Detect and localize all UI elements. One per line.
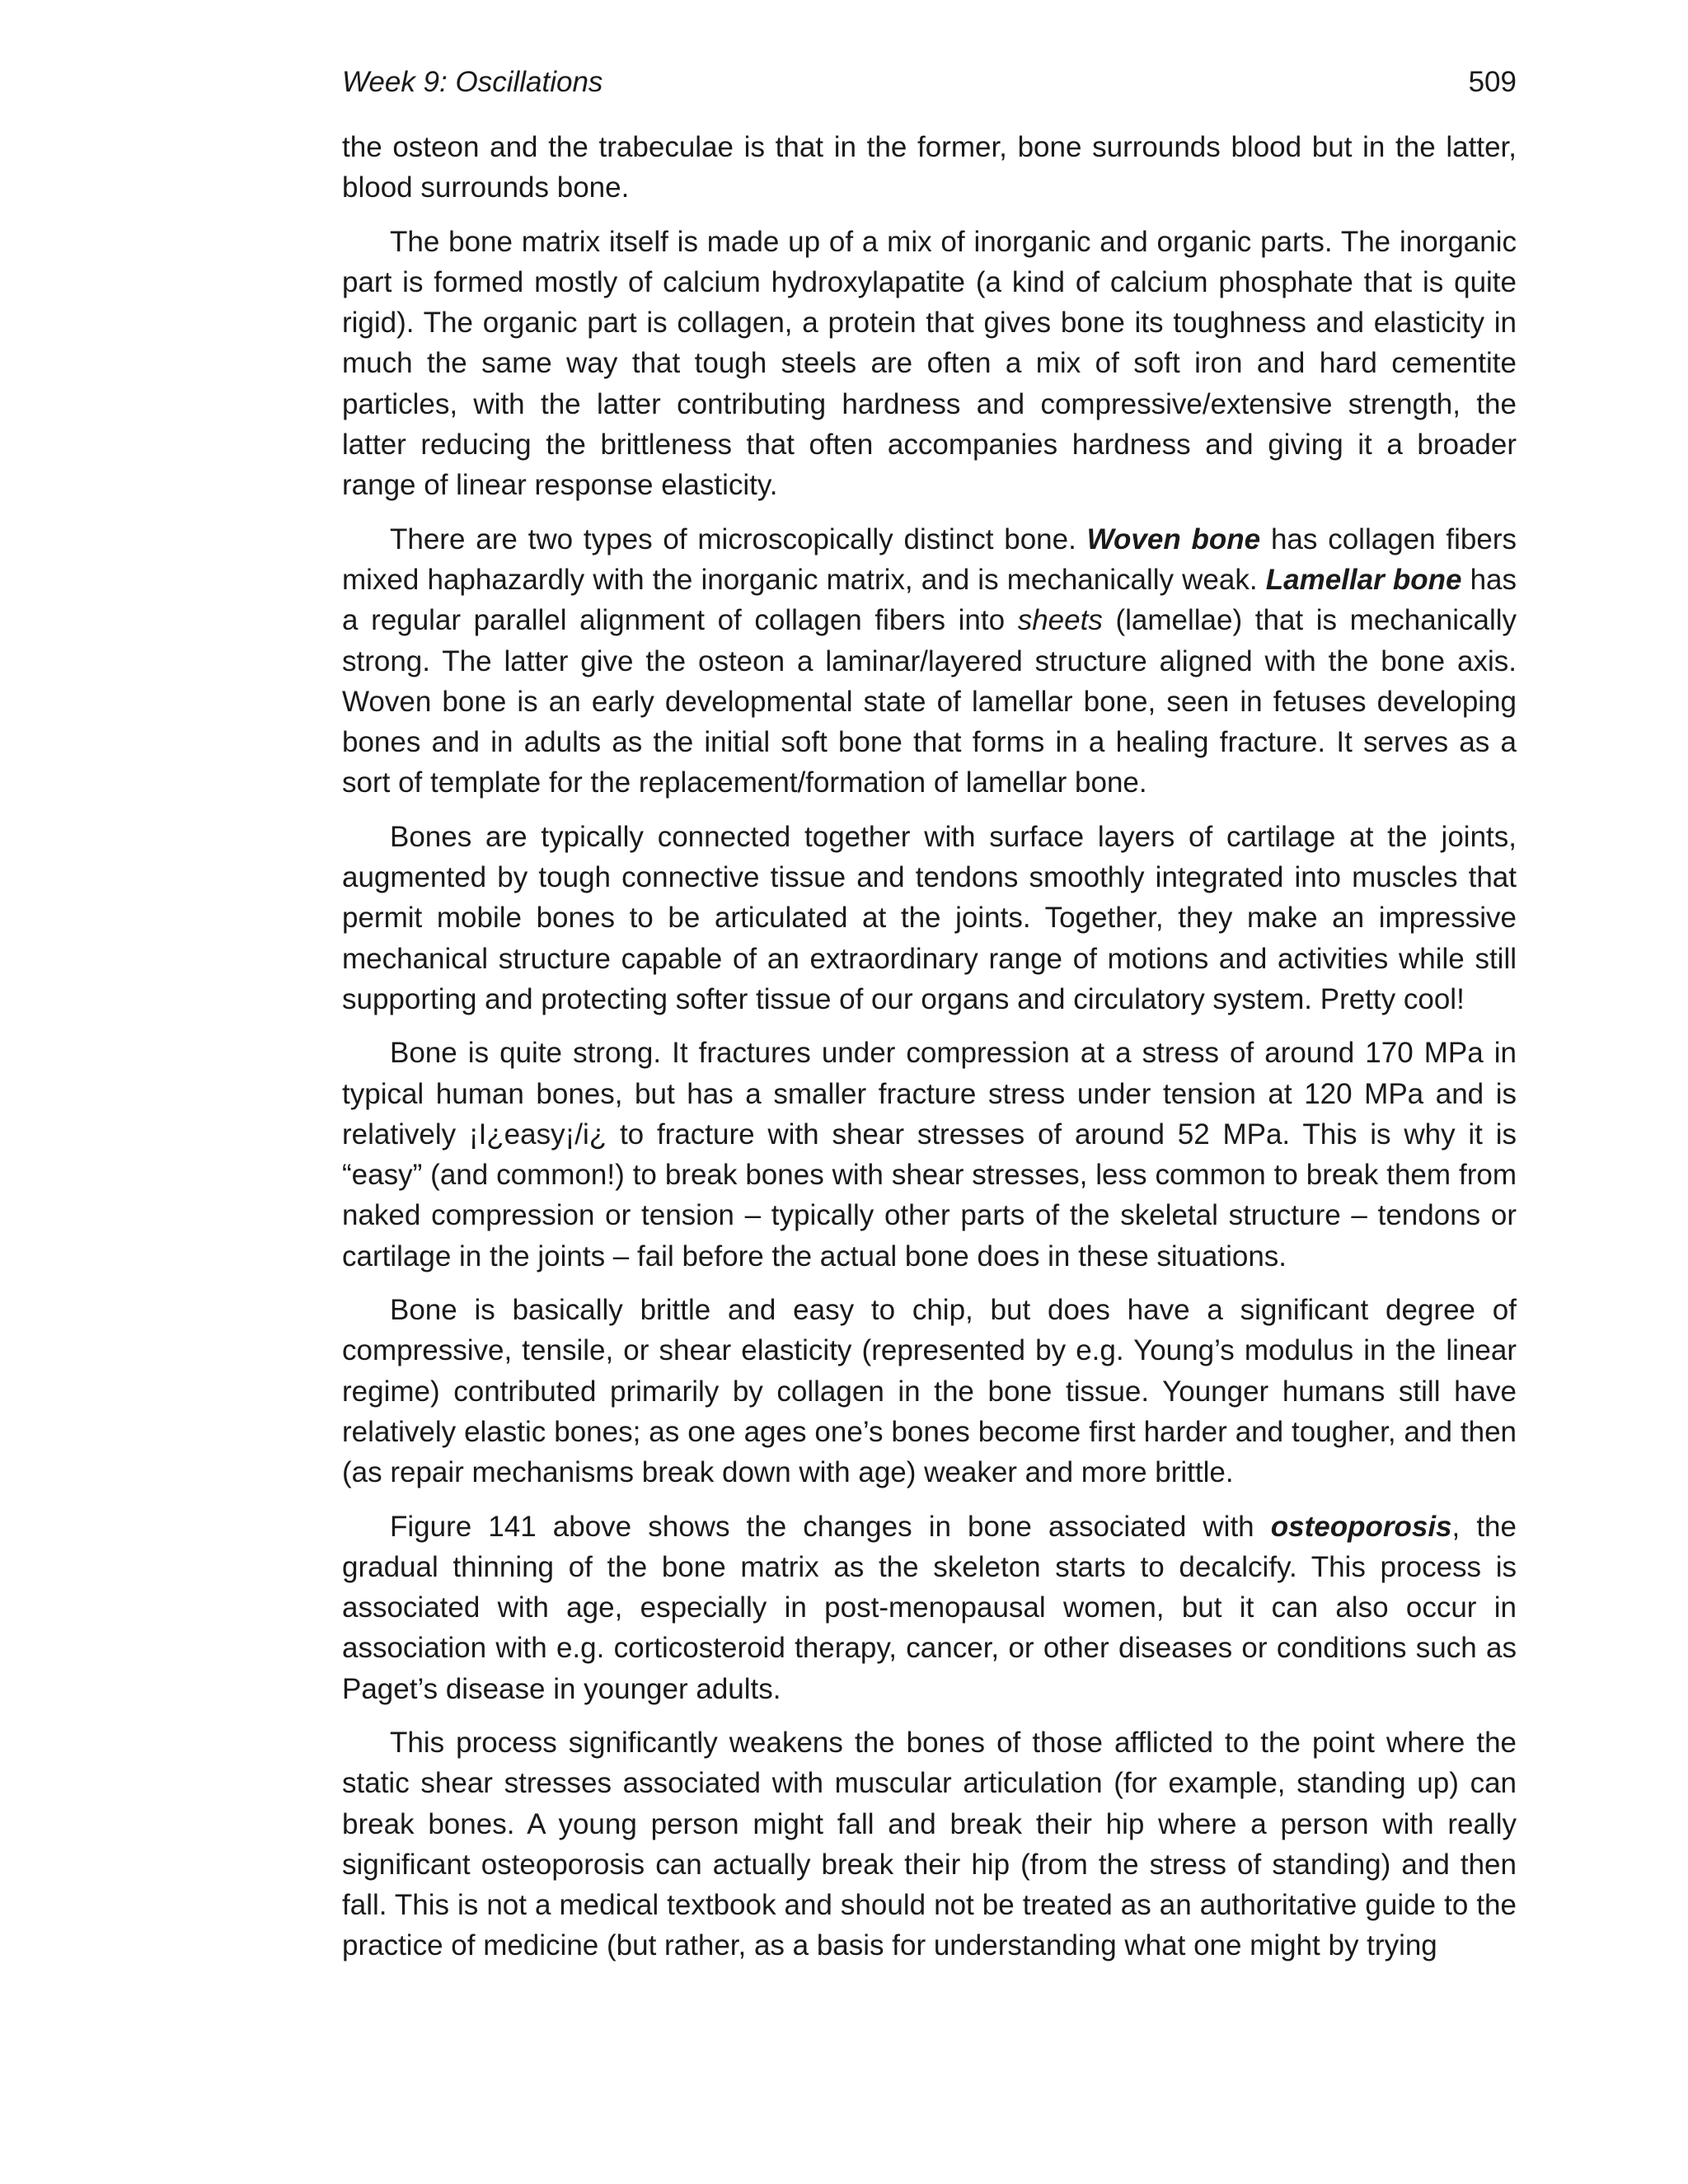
emphasized-term: Lamellar bone bbox=[1265, 563, 1462, 596]
paragraph bbox=[342, 1033, 1517, 1277]
text-run: The bone matrix itself is made up of a mix of inorganic and organic parts. The inorganic part is formed mostly of calcium hydroxylapatite (a kind of calcium phosphate that is quite rigid). The organic part is collagen, a protein that gives bone its toughness and elasticity in much the same way that tough steels are often a mix of soft iron and hard cementite particles, with the latter contributing hardness and compressive/extensive strength, the latter reducing the brittleness that often accompanies hardness and giving it a broader range of linear response elasticity. bbox=[342, 225, 1517, 502]
text-run: has a regular parallel alignment of collagen fibers into bbox=[342, 563, 1517, 637]
paragraph bbox=[342, 1507, 1517, 1709]
text-run: the osteon and the trabeculae is that in the former, bone surrounds blood but in the latter, blood surrounds bone. bbox=[342, 131, 1517, 204]
text-run: , the gradual thinning of the bone matrix as the skeleton starts to decalcify. This process is associated with age, especially in post-menopausal women, but it can also occur in association with e.g. corticosteroid therapy, cancer, or other diseases or conditions such as Paget’s disease in younger adults. bbox=[342, 1510, 1517, 1705]
paragraph bbox=[342, 1722, 1517, 1966]
text-run: Bones are typically connected together with surface layers of cartilage at the joints, augmented by tough connective tissue and tendons smoothly integrated into muscles that permit mobile bones to be articulated at the joints. Together, they make an impressive mechanical structure capable of an extraordinary range of motions and activities while still supporting and protecting softer tissue of our organs and circulatory system. Pretty cool! bbox=[342, 820, 1517, 1015]
document-page bbox=[342, 58, 1517, 1980]
paragraph bbox=[342, 222, 1517, 506]
text-run: (lamellae) that is mechanically strong. The latter give the osteon a laminar/layered structure aligned with the bone axis. Woven bone is an early developmental state of lamellar bone, seen in fetuses developing bones and in adults as the initial soft bone that forms in a healing fracture. It serves as a sort of template for the replacement/formation of lamellar bone. bbox=[342, 604, 1517, 799]
text-run: This process significantly weakens the bones of those afflicted to the point where the static shear stresses associated with muscular articulation (for example, standing up) can break bones. A young person might fall and break their hip where a person with really significant osteoporosis can actually break their hip (from the stress of standing) and then fall. This is not a medical textbook and should not be treated as an authoritative guide to the practice of medicine (but rather, as a basis for understanding what one might by trying bbox=[342, 1726, 1517, 1962]
body-text bbox=[342, 127, 1517, 1966]
paragraph bbox=[342, 519, 1517, 804]
paragraph bbox=[342, 1290, 1517, 1493]
text-run: There are two types of microscopically distinct bone. bbox=[390, 523, 1087, 555]
emphasized-term: Woven bone bbox=[1086, 523, 1261, 555]
paragraph bbox=[342, 817, 1517, 1019]
paragraph bbox=[342, 127, 1517, 209]
emphasized-term: osteoporosis bbox=[1270, 1510, 1452, 1543]
running-header bbox=[342, 58, 1517, 107]
chapter-title: Week 9: Oscillations bbox=[342, 66, 603, 98]
text-run: has collagen fibers mixed haphazardly with the inorganic matrix, and is mechanically weak. bbox=[342, 523, 1517, 596]
text-run: Figure 141 above shows the changes in bone associated with bbox=[390, 1510, 1271, 1543]
italic-term: sheets bbox=[1017, 604, 1103, 637]
text-run: Bone is basically brittle and easy to chip, but does have a significant degree of compressive, tensile, or shear elasticity (represented by e.g. Young’s modulus in the linear regime) contributed primarily by collagen in the bone tissue. Younger humans still have relatively elastic bones; as one ages one’s bones become first harder and tougher, and then (as repair mechanisms break down with age) weaker and more brittle. bbox=[342, 1294, 1517, 1489]
page-number: 509 bbox=[1468, 66, 1517, 98]
text-run: Bone is quite strong. It fractures under compression at a stress of around 170 MPa in typical human bones, but has a smaller fracture stress under tension at 120 MPa and is relatively ¡I¿easy¡/i¿ to fracture with shear stresses of around 52 MPa. This is why it is “easy” (and common!) to break bones with shear stresses, less common to break them from naked compression or tension – typically other parts of the skeletal structure – tendons or cartilage in the joints – fail before the actual bone does in these situations. bbox=[342, 1037, 1517, 1272]
